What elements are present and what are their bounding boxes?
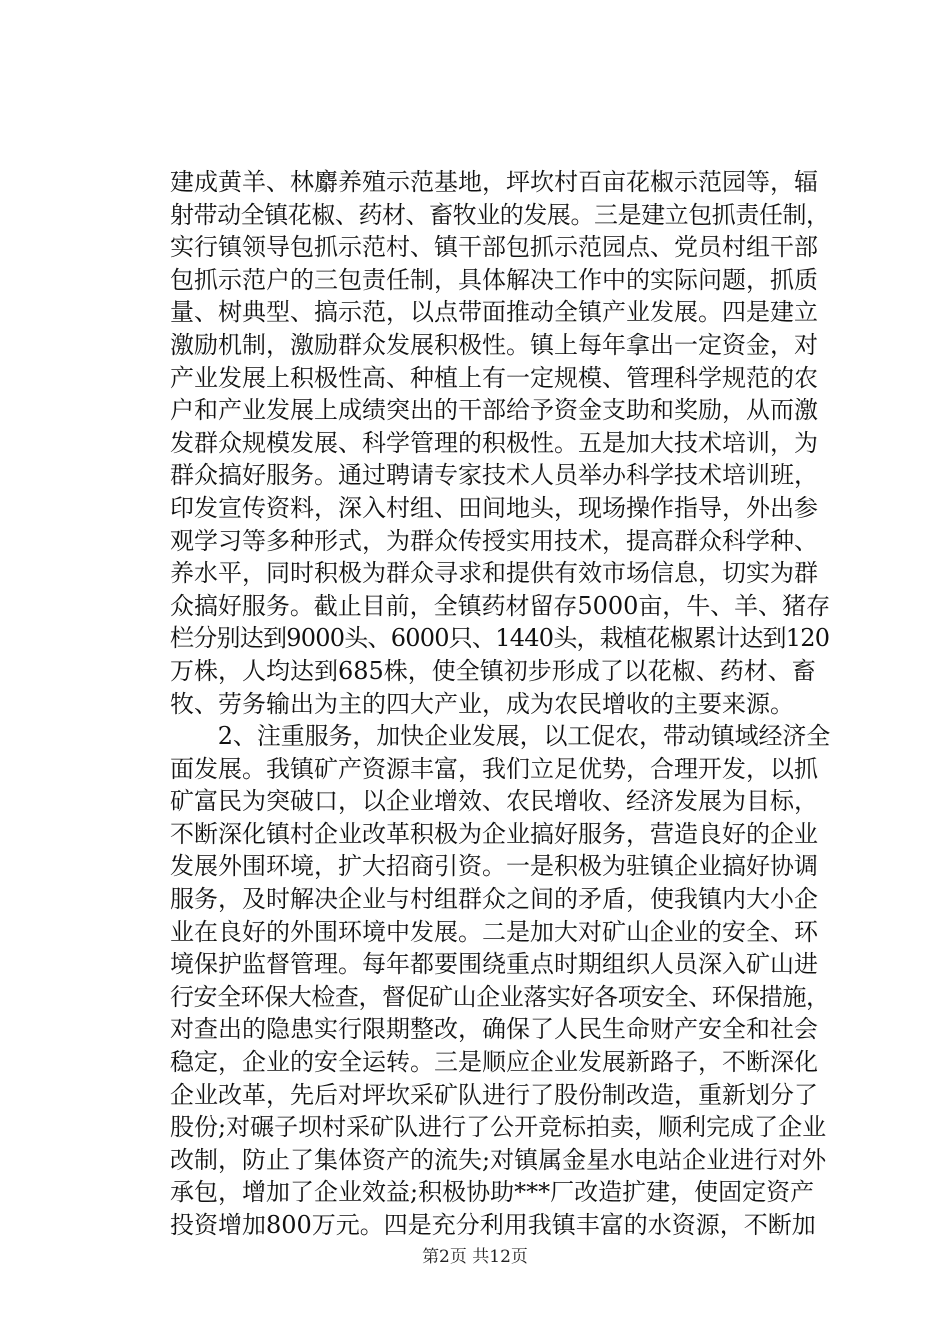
text-line: 对查出的隐患实行限期整改，确保了人民生命财产安全和社会: [170, 1015, 818, 1044]
text-line: 不断深化镇村企业改革积极为企业搞好服务，营造良好的企业: [170, 819, 818, 848]
text-line: 实行镇领导包抓示范村、镇干部包抓示范园点、党员村组干部: [170, 233, 818, 262]
text-line: 投资增加800万元。四是充分利用我镇丰富的水资源，不断加: [170, 1211, 816, 1239]
text-line: 群众搞好服务。通过聘请专家技术人员举办科学技术培训班，: [170, 461, 818, 490]
text-line: 承包，增加了企业效益;积极协助***厂改造扩建，使固定资产: [170, 1178, 815, 1207]
text-line: 观学习等多种形式，为群众传授实用技术，提高群众科学种、: [170, 526, 818, 555]
text-line: 企业改革，先后对坪坎采矿队进行了股份制改造，重新划分了: [170, 1080, 818, 1109]
text-line: 养水平，同时积极为群众寻求和提供有效市场信息，切实为群: [170, 559, 818, 588]
text-line: 户和产业发展上成绩突出的干部给予资金支助和奖励，从而激: [170, 396, 818, 425]
text-line: 行安全环保大检查，督促矿山企业落实好各项安全、环保措施，: [170, 982, 830, 1011]
text-line: 业在良好的外围环境中发展。二是加大对矿山企业的安全、环: [170, 917, 818, 946]
text-line: 射带动全镇花椒、药材、畜牧业的发展。三是建立包抓责任制，: [170, 200, 830, 229]
text-line: 产业发展上积极性高、种植上有一定规模、管理科学规范的农: [170, 363, 818, 392]
text-line: 境保护监督管理。每年都要围绕重点时期组织人员深入矿山进: [170, 950, 818, 979]
text-line: 面发展。我镇矿产资源丰富，我们立足优势，合理开发，以抓: [170, 754, 818, 783]
text-line: 激励机制，激励群众发展积极性。镇上每年拿出一定资金，对: [170, 330, 818, 359]
text-line: 稳定，企业的安全运转。三是顺应企业发展新路子，不断深化: [170, 1048, 818, 1077]
text-line: 改制，防止了集体资产的流失;对镇属金星水电站企业进行对外: [170, 1145, 827, 1174]
text-line: 众搞好服务。截止目前，全镇药材留存5000亩，牛、羊、猪存: [170, 591, 831, 620]
text-line: 发展外围环境，扩大招商引资。一是积极为驻镇企业搞好协调: [170, 852, 818, 881]
page-footer: 第2页 共12页: [422, 1247, 528, 1267]
text-line: 量、树典型、搞示范，以点带面推动全镇产业发展。四是建立: [170, 298, 818, 327]
body-text: [170, 166, 830, 1242]
text-line: 包抓示范户的三包责任制，具体解决工作中的实际问题，抓质: [170, 265, 818, 294]
text-line: 服务，及时解决企业与村组群众之间的矛盾，使我镇内大小企: [170, 885, 818, 914]
text-line: 矿富民为突破口，以企业增效、农民增收、经济发展为目标，: [170, 787, 818, 816]
text-line: 2、注重服务，加快企业发展，以工促农，带动镇域经济全: [170, 722, 831, 751]
text-line: 牧、劳务输出为主的四大产业，成为农民增收的主要来源。: [170, 689, 794, 718]
text-line: 股份;对碾子坝村采矿队进行了公开竞标拍卖，顺利完成了企业: [170, 1113, 827, 1142]
text-line: 印发宣传资料，深入村组、田间地头，现场操作指导，外出参: [170, 493, 818, 522]
text-line: 发群众规模发展、科学管理的积极性。五是加大技术培训，为: [170, 428, 818, 457]
text-line: 建成黄羊、林麝养殖示范基地，坪坎村百亩花椒示范园等，辐: [170, 168, 818, 196]
text-line: 万株，人均达到685株，使全镇初步形成了以花椒、药材、畜: [170, 656, 816, 685]
text-line: 栏分别达到9000头、6000只、1440头，栽植花椒累计达到120: [170, 624, 830, 653]
